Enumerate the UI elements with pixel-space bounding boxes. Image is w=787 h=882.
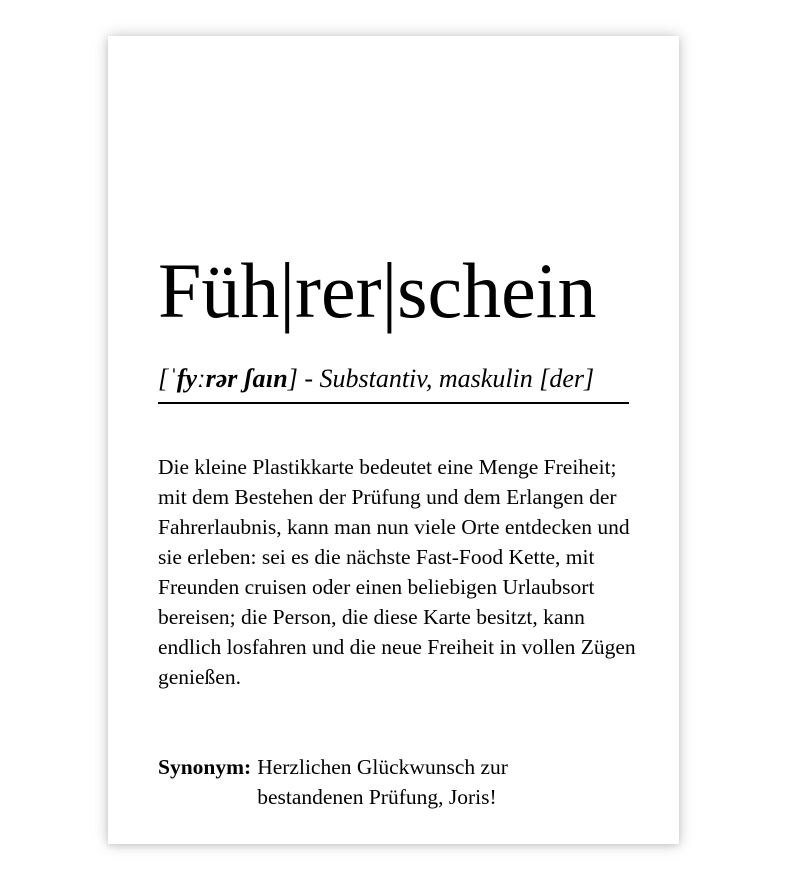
pronunciation-ipa: ˈfyːrər ʃaɪn: [168, 364, 288, 393]
synonym-line-2: bestandenen Prüfung, Joris!: [257, 785, 497, 809]
word-class: ] - Substantiv, maskulin [der]: [287, 364, 595, 393]
headword: Füh|rer|schein: [158, 247, 597, 334]
synonym-block: [158, 752, 638, 812]
poster-sheet: [108, 36, 679, 844]
synonym-text: [257, 752, 638, 812]
synonym-line-1: Herzlichen Glückwunsch zur: [257, 755, 508, 779]
synonym-label: Synonym:: [158, 755, 252, 779]
pronunciation-open-bracket: [: [158, 364, 169, 393]
divider-line: [158, 402, 629, 404]
pronunciation-line: [158, 362, 629, 396]
definition-text: Die kleine Plastikkarte bedeutet eine Menge Freiheit; mit dem Bestehen der Prüfung und dem Erlangen der Fahrerlaubnis, kann man nun viele Orte entdecken und sie erleben: sei es die nächste Fast-Food Kette, mit Freunden cruisen oder einen beliebigen Urlaubsort bereisen; die Person, die diese Karte besitzt, kann endlich losfahren und die neue Freiheit in vollen Zügen genießen.: [158, 455, 636, 689]
